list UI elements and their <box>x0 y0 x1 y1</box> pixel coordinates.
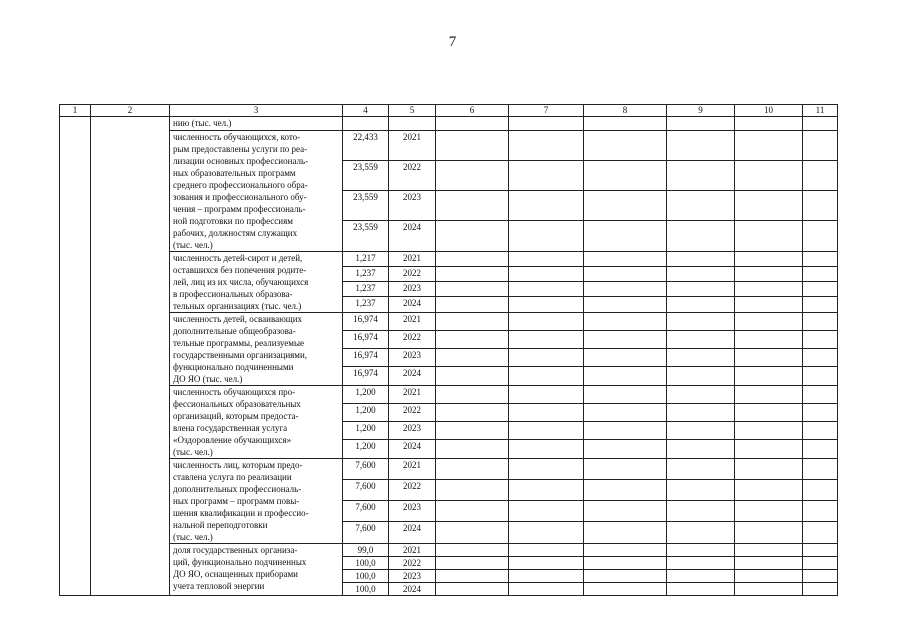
value-cell: 1,200 <box>343 385 389 403</box>
year-cell: 2023 <box>389 282 436 297</box>
empty-cell <box>509 501 584 522</box>
empty-cell <box>667 251 735 266</box>
intro-text: нию (тыс. чел.) <box>170 117 343 131</box>
empty-cell <box>509 330 584 348</box>
col-1-cell <box>60 117 91 596</box>
indicator-line: численность детей-сирот и детей, <box>173 252 303 263</box>
empty-cell <box>436 312 509 330</box>
empty-cell <box>735 569 803 582</box>
indicator-line: численность обучающихся про- <box>173 386 296 397</box>
empty-cell <box>735 349 803 367</box>
year-cell: 2022 <box>389 403 436 421</box>
value-cell: 1,217 <box>343 251 389 266</box>
value-cell: 16,974 <box>343 312 389 330</box>
value-cell: 7,600 <box>343 458 389 479</box>
empty-cell <box>803 522 838 543</box>
empty-cell <box>735 479 803 500</box>
value-cell: 1,200 <box>343 403 389 421</box>
empty-cell <box>803 349 838 367</box>
table-row <box>60 458 838 479</box>
empty-cell <box>584 221 667 251</box>
empty-cell <box>803 191 838 221</box>
table-row <box>60 543 838 556</box>
year-cell: 2023 <box>389 349 436 367</box>
year-cell: 2024 <box>389 522 436 543</box>
year-cell: 2022 <box>389 160 436 190</box>
empty-cell <box>667 501 735 522</box>
year-cell: 2023 <box>389 501 436 522</box>
empty-cell <box>803 130 838 160</box>
value-cell: 1,200 <box>343 422 389 440</box>
empty-cell <box>803 422 838 440</box>
empty-cell <box>436 385 509 403</box>
indicator-cell <box>170 385 343 458</box>
empty-cell <box>667 522 735 543</box>
empty-cell <box>803 440 838 458</box>
year-cell: 2024 <box>389 297 436 312</box>
empty-cell <box>667 569 735 582</box>
header-cell: 4 <box>343 105 389 117</box>
empty-cell <box>584 458 667 479</box>
year-cell: 2022 <box>389 556 436 569</box>
value-cell: 99,0 <box>343 543 389 556</box>
year-cell: 2023 <box>389 191 436 221</box>
indicator-line: ной подготовки по профессиям <box>173 215 293 226</box>
empty-cell <box>803 160 838 190</box>
empty-cell <box>735 367 803 385</box>
empty-cell <box>436 117 509 131</box>
value-cell: 23,559 <box>343 221 389 251</box>
empty-cell <box>509 130 584 160</box>
year-cell: 2022 <box>389 266 436 281</box>
empty-cell <box>509 221 584 251</box>
indicator-line: государственными организациями, <box>173 349 308 360</box>
empty-cell <box>584 330 667 348</box>
empty-cell <box>509 556 584 569</box>
indicator-line: «Оздоровление обучающихся» <box>173 434 292 445</box>
empty-cell <box>667 297 735 312</box>
empty-cell <box>436 282 509 297</box>
table-row <box>60 130 838 160</box>
indicator-line: среднего профессионального обра- <box>173 179 308 190</box>
empty-cell <box>803 556 838 569</box>
header-cell: 8 <box>584 105 667 117</box>
empty-cell <box>803 569 838 582</box>
empty-cell <box>584 479 667 500</box>
empty-cell <box>667 385 735 403</box>
empty-cell <box>509 266 584 281</box>
empty-cell <box>584 191 667 221</box>
indicator-line: численность лиц, которым предо- <box>173 459 303 470</box>
empty-cell <box>584 367 667 385</box>
empty-cell <box>584 130 667 160</box>
empty-cell <box>584 440 667 458</box>
empty-cell <box>584 297 667 312</box>
empty-cell <box>584 266 667 281</box>
empty-cell <box>667 403 735 421</box>
empty-cell <box>509 117 584 131</box>
empty-cell <box>509 543 584 556</box>
empty-cell <box>509 440 584 458</box>
empty-cell <box>735 422 803 440</box>
year-cell: 2024 <box>389 582 436 595</box>
header-cell: 9 <box>667 105 735 117</box>
empty-cell <box>735 556 803 569</box>
empty-cell <box>667 117 735 131</box>
indicator-cell <box>170 543 343 595</box>
empty-cell <box>509 422 584 440</box>
indicator-line: ных программ – программ повы- <box>173 495 300 506</box>
empty-cell <box>667 221 735 251</box>
year-cell: 2021 <box>389 543 436 556</box>
empty-cell <box>667 458 735 479</box>
empty-cell <box>584 385 667 403</box>
empty-cell <box>735 330 803 348</box>
year-cell: 2022 <box>389 479 436 500</box>
empty-cell <box>509 458 584 479</box>
empty-cell <box>389 117 436 131</box>
empty-cell <box>735 458 803 479</box>
empty-cell <box>509 282 584 297</box>
table-row <box>60 385 838 403</box>
empty-cell <box>667 282 735 297</box>
empty-cell <box>803 385 838 403</box>
empty-cell <box>803 330 838 348</box>
year-cell: 2022 <box>389 330 436 348</box>
empty-cell <box>509 569 584 582</box>
empty-cell <box>509 403 584 421</box>
empty-cell <box>667 422 735 440</box>
header-cell: 2 <box>91 105 170 117</box>
year-cell: 2023 <box>389 569 436 582</box>
indicator-line: (тыс. чел.) <box>173 239 213 250</box>
indicator-cell <box>170 312 343 385</box>
header-cell: 3 <box>170 105 343 117</box>
indicator-cell <box>170 458 343 543</box>
empty-cell <box>735 160 803 190</box>
empty-cell <box>803 543 838 556</box>
empty-cell <box>735 130 803 160</box>
empty-cell <box>436 501 509 522</box>
indicator-line: ДО ЯО, оснащенных приборами <box>173 568 298 579</box>
empty-cell <box>584 251 667 266</box>
empty-cell <box>509 160 584 190</box>
empty-cell <box>803 312 838 330</box>
year-cell: 2024 <box>389 367 436 385</box>
empty-cell <box>667 191 735 221</box>
value-cell: 23,559 <box>343 160 389 190</box>
value-cell: 7,600 <box>343 479 389 500</box>
header-cell: 6 <box>436 105 509 117</box>
empty-cell <box>436 440 509 458</box>
indicator-line: оставшихся без попечения родите- <box>173 264 307 275</box>
empty-cell <box>436 266 509 281</box>
empty-cell <box>667 367 735 385</box>
indicator-line: функционально подчиненными <box>173 361 294 372</box>
empty-cell <box>436 543 509 556</box>
indicator-line: дополнительные общеобразова- <box>173 325 296 336</box>
indicator-cell <box>170 130 343 251</box>
empty-cell <box>667 440 735 458</box>
value-cell: 100,0 <box>343 569 389 582</box>
empty-cell <box>735 522 803 543</box>
year-cell: 2021 <box>389 251 436 266</box>
empty-cell <box>436 221 509 251</box>
empty-cell <box>509 312 584 330</box>
header-cell: 10 <box>735 105 803 117</box>
empty-cell <box>509 522 584 543</box>
indicator-line: (тыс. чел.) <box>173 446 213 457</box>
empty-cell <box>803 266 838 281</box>
year-cell: 2024 <box>389 221 436 251</box>
empty-cell <box>436 556 509 569</box>
empty-cell <box>436 422 509 440</box>
indicator-cell <box>170 251 343 312</box>
empty-cell <box>436 367 509 385</box>
header-cell: 7 <box>509 105 584 117</box>
empty-cell <box>509 367 584 385</box>
empty-cell <box>584 117 667 131</box>
empty-cell <box>509 582 584 595</box>
data-table <box>59 104 838 596</box>
header-cell: 1 <box>60 105 91 117</box>
year-cell: 2023 <box>389 422 436 440</box>
empty-cell <box>436 297 509 312</box>
empty-cell <box>509 479 584 500</box>
indicator-line: организаций, которым предоста- <box>173 410 299 421</box>
value-cell: 1,237 <box>343 266 389 281</box>
empty-cell <box>735 501 803 522</box>
indicator-line: нальной переподготовки <box>173 519 268 530</box>
empty-cell <box>584 556 667 569</box>
empty-cell <box>735 297 803 312</box>
empty-cell <box>735 403 803 421</box>
empty-cell <box>436 349 509 367</box>
indicator-line: зования и профессионального обу- <box>173 191 307 202</box>
year-cell: 2024 <box>389 440 436 458</box>
year-cell: 2021 <box>389 312 436 330</box>
indicator-line: чения – программ профессиональ- <box>173 203 306 214</box>
empty-cell <box>584 582 667 595</box>
empty-cell <box>584 543 667 556</box>
empty-cell <box>584 422 667 440</box>
indicator-line: ДО ЯО (тыс. чел.) <box>173 373 243 384</box>
empty-cell <box>667 543 735 556</box>
indicator-line: лизации основных профессиональ- <box>173 155 309 166</box>
page-number: 7 <box>448 34 457 50</box>
empty-cell <box>436 403 509 421</box>
empty-cell <box>803 403 838 421</box>
header-cell: 5 <box>389 105 436 117</box>
empty-cell <box>667 582 735 595</box>
value-cell: 1,200 <box>343 440 389 458</box>
indicator-line: фессиональных образовательных <box>173 398 301 409</box>
empty-cell <box>803 367 838 385</box>
indicator-line: доля государственных организа- <box>173 544 298 555</box>
year-cell: 2021 <box>389 385 436 403</box>
value-cell: 16,974 <box>343 349 389 367</box>
intro-row <box>60 117 838 131</box>
empty-cell <box>667 266 735 281</box>
value-cell: 16,974 <box>343 367 389 385</box>
empty-cell <box>667 556 735 569</box>
empty-cell <box>735 385 803 403</box>
col-2-cell <box>91 117 170 596</box>
empty-cell <box>584 522 667 543</box>
indicator-line: шения квалификации и профессио- <box>173 507 309 518</box>
indicator-line: численность детей, осваивающих <box>173 313 303 324</box>
indicator-line: ций, функционально подчиненных <box>173 556 307 567</box>
indicator-line: (тыс. чел.) <box>173 531 213 542</box>
empty-cell <box>436 251 509 266</box>
year-cell: 2021 <box>389 458 436 479</box>
indicator-line: тельные программы, реализуемые <box>173 337 305 348</box>
indicator-line: ставлена услуга по реализации <box>173 471 292 482</box>
empty-cell <box>436 160 509 190</box>
empty-cell <box>735 191 803 221</box>
empty-cell <box>667 349 735 367</box>
empty-cell <box>584 312 667 330</box>
indicator-line: влена государственная услуга <box>173 422 288 433</box>
value-cell: 16,974 <box>343 330 389 348</box>
empty-cell <box>735 440 803 458</box>
header-row <box>60 105 838 117</box>
empty-cell <box>667 312 735 330</box>
empty-cell <box>735 282 803 297</box>
value-cell: 100,0 <box>343 556 389 569</box>
empty-cell <box>803 501 838 522</box>
header-cell: 11 <box>803 105 838 117</box>
empty-cell <box>584 282 667 297</box>
indicator-line: тельных организациях (тыс. чел.) <box>173 300 302 311</box>
empty-cell <box>436 458 509 479</box>
empty-cell <box>735 312 803 330</box>
empty-cell <box>509 251 584 266</box>
empty-cell <box>436 479 509 500</box>
value-cell: 100,0 <box>343 582 389 595</box>
empty-cell <box>803 282 838 297</box>
empty-cell <box>735 582 803 595</box>
empty-cell <box>735 221 803 251</box>
indicator-line: рабочих, должностям служащих <box>173 227 298 238</box>
table-row <box>60 251 838 266</box>
empty-cell <box>584 501 667 522</box>
empty-cell <box>735 251 803 266</box>
empty-cell <box>667 330 735 348</box>
indicator-line: дополнительных профессиональ- <box>173 483 302 494</box>
empty-cell <box>509 349 584 367</box>
empty-cell <box>436 569 509 582</box>
empty-cell <box>735 117 803 131</box>
indicator-line: ных образовательных программ <box>173 167 296 178</box>
value-cell: 7,600 <box>343 501 389 522</box>
empty-cell <box>667 130 735 160</box>
empty-cell <box>436 330 509 348</box>
empty-cell <box>343 117 389 131</box>
empty-cell <box>803 479 838 500</box>
empty-cell <box>509 385 584 403</box>
indicator-line: лей, лиц из их числа, обучающихся <box>173 276 309 287</box>
empty-cell <box>803 117 838 131</box>
indicator-line: численность обучающихся, кото- <box>173 131 301 142</box>
empty-cell <box>509 297 584 312</box>
table-row <box>60 312 838 330</box>
empty-cell <box>735 543 803 556</box>
value-cell: 22,433 <box>343 130 389 160</box>
empty-cell <box>584 349 667 367</box>
value-cell: 23,559 <box>343 191 389 221</box>
indicator-line: учета тепловой энергии <box>173 580 265 591</box>
year-cell: 2021 <box>389 130 436 160</box>
value-cell: 1,237 <box>343 297 389 312</box>
empty-cell <box>436 191 509 221</box>
empty-cell <box>667 160 735 190</box>
empty-cell <box>803 221 838 251</box>
empty-cell <box>667 479 735 500</box>
value-cell: 7,600 <box>343 522 389 543</box>
empty-cell <box>735 266 803 281</box>
empty-cell <box>584 403 667 421</box>
empty-cell <box>803 582 838 595</box>
empty-cell <box>803 251 838 266</box>
empty-cell <box>509 191 584 221</box>
empty-cell <box>584 160 667 190</box>
empty-cell <box>436 522 509 543</box>
empty-cell <box>803 458 838 479</box>
indicator-line: рым предоставлены услуги по реа- <box>173 143 308 154</box>
empty-cell <box>803 297 838 312</box>
value-cell: 1,237 <box>343 282 389 297</box>
empty-cell <box>436 582 509 595</box>
empty-cell <box>436 130 509 160</box>
empty-cell <box>584 569 667 582</box>
indicator-line: в профессиональных образова- <box>173 288 293 299</box>
